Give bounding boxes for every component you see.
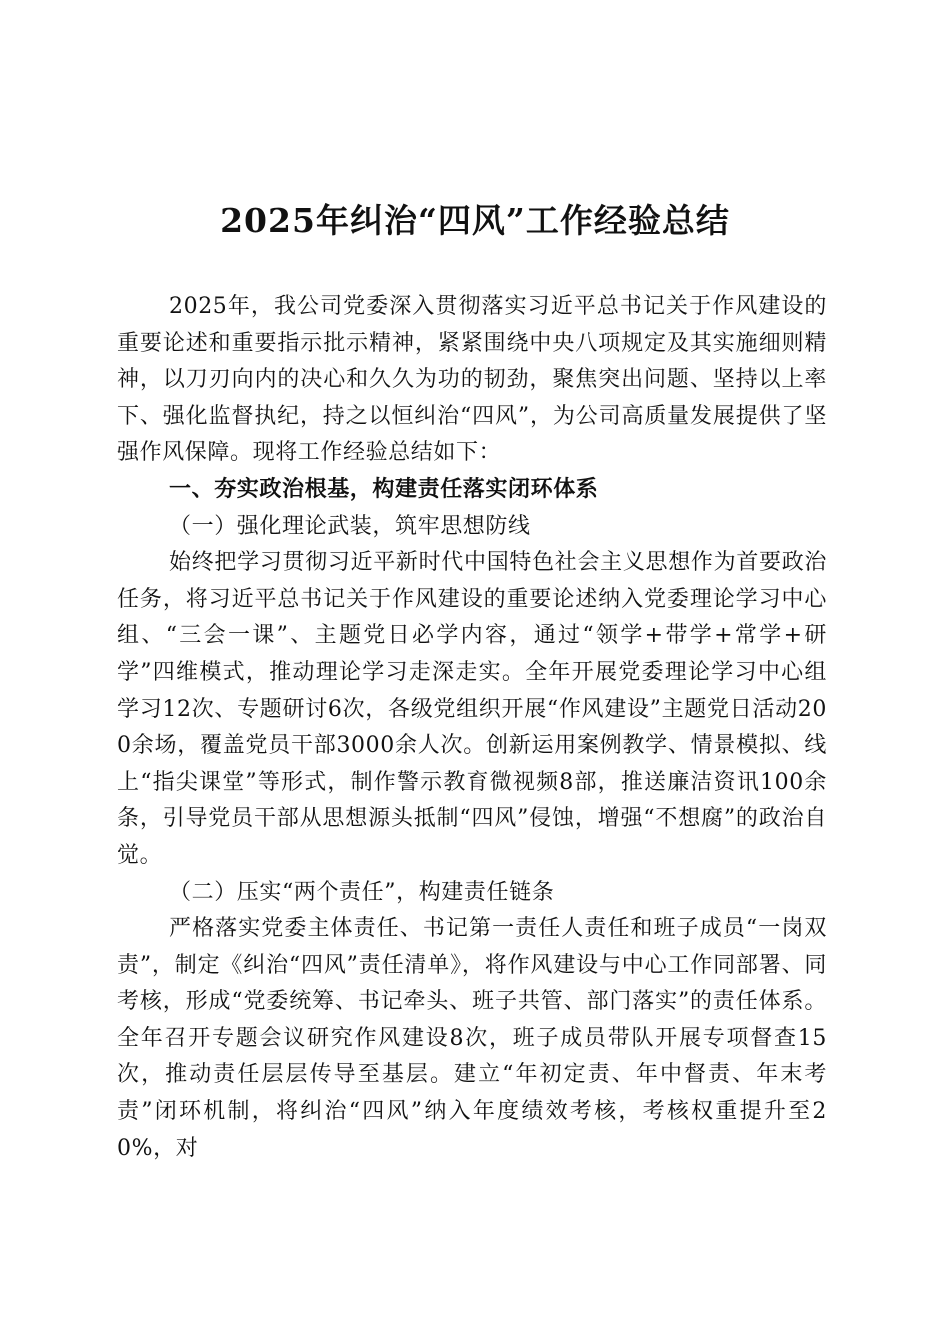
subsection-2-heading: （二）压实“两个责任”，构建责任链条 bbox=[169, 879, 555, 905]
subsection-2-paragraph: 严格落实党委主体责任、书记第一责任人责任和班子成员“一岗双责”，制定《纠治“四风”责任清单》，将作风建设与中心工作同部署、同考核，形成“党委统筹、书记牵头、班子共管、部门落实”的责任体系。全年召开专题会议研究作风建设8次，班子成员带队开展专项督查15次，推动责任层层传导至基层。建立“年初定责、年中督责、年末考责”闭环机制，将纠治“四风”纳入年度绩效考核，考核权重提升至20%，对 bbox=[117, 916, 827, 1161]
document-title: 2025年纠治“四风”工作经验总结 bbox=[220, 201, 730, 240]
subsection-1-heading: （一）强化理论武装，筑牢思想防线 bbox=[169, 513, 531, 539]
subsection-1-paragraph: 始终把学习贯彻习近平新时代中国特色社会主义思想作为首要政治任务，将习近平总书记关于作风建设的重要论述纳入党委理论学习中心组、“三会一课”、主题党日必学内容，通过“领学+带学+常学+研学”四维模式，推动理论学习走深走实。全年开展党委理论学习中心组学习12次、专题研讨6次，各级党组织开展“作风建设”主题党日活动200余场，覆盖党员干部3000余人次。创新运用案例教学、情景模拟、线上“指尖课堂”等形式，制作警示教育微视频8部，推送廉洁资讯100余条，引导党员干部从思想源头抵制“四风”侵蚀，增强“不想腐”的政治自觉。 bbox=[117, 550, 827, 868]
document-body bbox=[117, 289, 827, 1167]
section-1-heading: 一、夯实政治根基，构建责任落实闭环体系 bbox=[169, 476, 599, 502]
intro-paragraph: 2025年，我公司党委深入贯彻落实习近平总书记关于作风建设的重要论述和重要指示批示精神，紧紧围绕中央八项规定及其实施细则精神，以刀刃向内的决心和久久为功的韧劲，聚焦突出问题、坚持以上率下、强化监督执纪，持之以恒纠治“四风”，为公司高质量发展提供了坚强作风保障。现将工作经验总结如下： bbox=[117, 294, 827, 466]
